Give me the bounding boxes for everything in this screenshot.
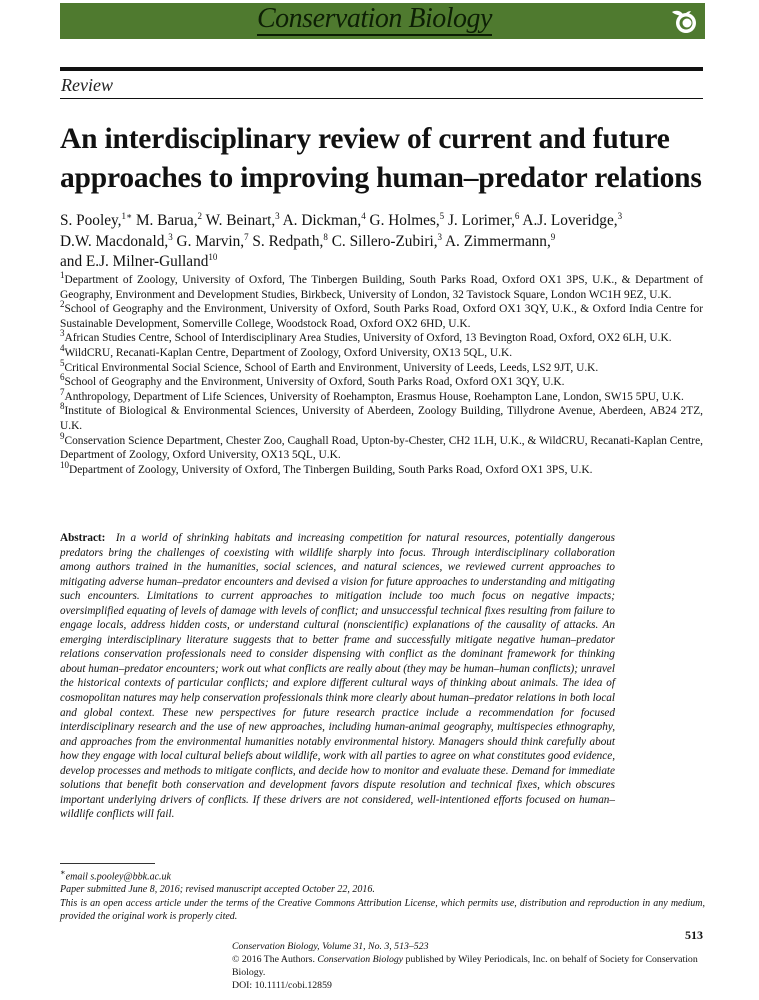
author: A. Zimmermann,$^9$	[445, 231, 556, 250]
article-type-label: Review	[61, 75, 113, 95]
corresponding-email: ∗email s.pooley@bbk.ac.uk	[60, 868, 171, 883]
page-footer	[232, 940, 712, 992]
doi: DOI: 10.1111/cobi.12859	[232, 980, 332, 991]
footnote-rule	[60, 863, 155, 864]
author: S. Pooley,$^{1∗}$	[60, 210, 133, 229]
article-title: An interdisciplinary review of current and future approaches to improving human–predator relations	[60, 123, 702, 194]
affiliation: $^7$Anthropology, Department of Life Sciences, University of Roehampton, Erasmus House, Roehampton Lane, London, SW15 5PU, U.K.	[60, 386, 684, 403]
abstract-label: Abstract:	[60, 532, 106, 544]
abstract-text: In a world of shrinking habitats and increasing competition for natural resources, potentially dangerous predators bring the challenges of coexisting with wildlife sharply into focus. Through interdisciplinary collaboration among authors trained in the humanities, social sciences, and natural sciences, we reviewed current approaches to mitigating adverse human–predator encounters and devised a vision for future approaches to understanding and mitigating such encounters. Limitations to current approaches to mitigation include too much focus on negative impacts; oversimplified equating of levels of damage with levels of conflict; and unsuccessful technical fixes resulting from failure to engage locals, address hidden costs, or understand cultural (nonscientific) explanations of the causality of attacks. An emerging interdisciplinary literature suggests that to better frame and successfully mitigate negative human–predator relations conservation professionals need to consider dispensing with conflict as the dominant framework for thinking about human–predator encounters; work out what conflicts are really about (they may be human–human conflicts); unravel the historical contexts of particular conflicts; and explore different cultural ways of thinking about animals. The idea of cosmopolitan natures may help conservation professionals think more clearly about human–predator relations in both local and global context. These new perspectives for future research practice include a recommendation for focused interdisciplinary research and the use of new approaches, including human-animal geography, multispecies ethnography, and approaches from the environmental humanities notably environmental history. Managers should think carefully about how they engage with local cultural beliefs about wildlife, work with all parties to agree on what constitutes good evidence, develop processes and methods to mitigate conflicts, and decide how to monitor and evaluate these. Demand for immediate solutions that benefit both conservation and development favors dispute resolution and technical fixes, which obscures important underlying drivers of conflicts. If these drivers are not considered, well-intentioned efforts focused on human–wildlife conflicts will fail.	[60, 532, 616, 821]
affiliation: $^9$Conservation Science Department, Chester Zoo, Caughall Road, Upton-by-Chester, CH2 1LH, U.K., & WildCRU, Recanati-Kaplan Centre, Department of Zoology, Oxford University, OX13 5QL, U.K.	[60, 430, 704, 462]
author: D.W. Macdonald,$^3$	[60, 231, 173, 250]
author: M. Barua,$^2$	[135, 210, 203, 229]
author: A. Dickman,$^4$	[282, 210, 366, 229]
society-for-conservation-biology-logo-icon	[669, 6, 699, 36]
affiliation: $^8$Institute of Biological & Environmental Sciences, University of Aberdeen, Zoology Building, Tillydrone Avenue, Aberdeen, AB24 2TZ, U.K.	[60, 401, 703, 432]
author: A.J. Loveridge,$^3$	[522, 210, 623, 229]
license-statement: This is an open access article under the terms of the Creative Commons Attribution License, which permits use, distribution and reproduction in any medium, provided the original work is properly cited.	[60, 898, 705, 922]
author: and E.J. Milner-Gulland$^{10}$	[60, 251, 218, 270]
affiliation-list	[60, 270, 704, 477]
author: G. Holmes,$^5$	[369, 210, 445, 229]
footnotes	[60, 866, 705, 896]
author: G. Marvin,$^7$	[176, 231, 249, 250]
author: W. Beinart,$^3$	[205, 210, 280, 229]
abstract	[60, 531, 615, 822]
section-rule	[60, 98, 703, 99]
copyright-line: © 2016 The Authors. Conservation Biology published by Wiley Periodicals, Inc. on behalf of Society for Conservation Biology.	[232, 954, 698, 978]
affiliation: $^1$Department of Zoology, University of Oxford, The Tinbergen Building, South Parks Road, Oxford OX1 3PS, U.K., & Department of Geography, Environment and Development Studies, Birkbeck, University of London, 32 Tavistock Square, London WC1H 9EZ, U.K.	[60, 270, 703, 301]
affiliation: $^4$WildCRU, Recanati-Kaplan Centre, Department of Zoology, Oxford University, OX13 5QL, U.K.	[60, 343, 513, 359]
affiliation: $^6$School of Geography and the Environment, University of Oxford, South Parks Road, Oxford OX1 3QY, U.K.	[60, 372, 565, 389]
header-rule	[60, 67, 703, 71]
author: S. Redpath,$^8$	[252, 231, 328, 250]
journal-name: Conservation Biology	[257, 3, 492, 34]
author: C. Sillero-Zubiri,$^3$	[331, 231, 443, 250]
author-list	[60, 211, 705, 273]
affiliation: $^3$African Studies Centre, School of Interdisciplinary Area Studies, University of Oxford, 13 Bevington Road, Oxford, OX2 6LH, U.K.	[60, 328, 672, 345]
journal-citation: Conservation Biology, Volume 31, No. 3, 513–523	[232, 941, 429, 952]
journal-banner	[60, 3, 705, 39]
affiliation: $^{10}$Department of Zoology, University of Oxford, The Tinbergen Building, South Parks Road, Oxford OX1 3PS, U.K.	[60, 459, 593, 476]
page-number: 513	[685, 928, 703, 942]
affiliation: $^5$Critical Environmental Social Science, School of Earth and Environment, University of Leeds, Leeds, LS2 9JT, U.K.	[60, 357, 599, 374]
affiliation: $^2$School of Geography and the Environment, University of Oxford, South Parks Road, Oxford OX1 3QY, U.K., & Oxford India Centre for Sustainable Development, Somerville College, Woodstock Road, Oxford OX2 6HD, U.K.	[60, 299, 703, 330]
author: J. Lorimer,$^6$	[447, 210, 520, 229]
submission-dates: Paper submitted June 8, 2016; revised manuscript accepted October 22, 2016.	[60, 884, 375, 896]
